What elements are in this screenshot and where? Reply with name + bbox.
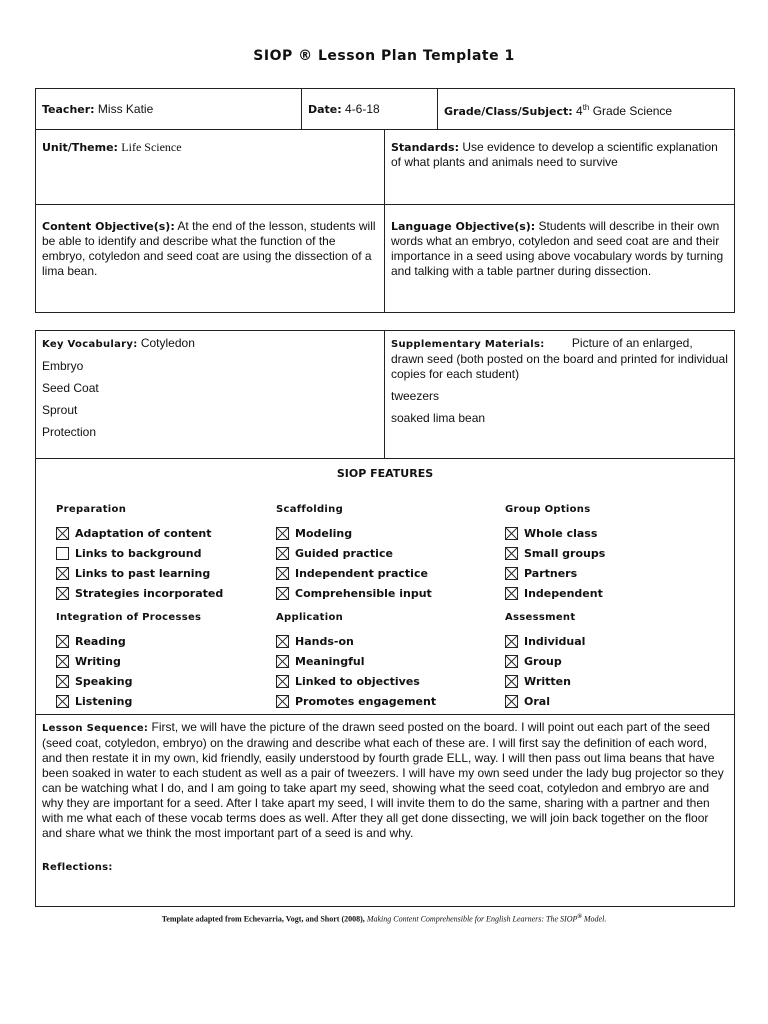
page-title: SIOP ® Lesson Plan Template 1 — [253, 48, 515, 64]
checked-box-icon[interactable] — [276, 547, 289, 560]
checked-box-icon[interactable] — [505, 527, 518, 540]
siop-checkbox-item[interactable] — [276, 583, 436, 603]
footer-registered: ® — [577, 914, 582, 920]
vocab-first: Cotyledon — [140, 336, 195, 350]
checked-box-icon[interactable] — [505, 587, 518, 600]
siop-checkbox-item[interactable] — [505, 691, 605, 711]
vocab-item: Protection — [42, 425, 97, 439]
siop-checkbox-label: Linked to objectives — [295, 674, 420, 688]
siop-checkbox-label: Strategies incorporated — [75, 586, 224, 600]
unit-value: Life Science — [121, 140, 182, 154]
siop-checkbox-label: Reading — [75, 634, 126, 648]
siop-checkbox-label: Hands-on — [295, 634, 354, 648]
vocab-item: Sprout — [42, 403, 78, 417]
siop-checkbox-label: Whole class — [524, 526, 598, 540]
siop-checkbox-item[interactable] — [505, 651, 605, 671]
vocab-item: Embryo — [42, 359, 84, 373]
date-cell — [302, 89, 438, 130]
checked-box-icon[interactable] — [276, 675, 289, 688]
siop-checkbox-label: Partners — [524, 566, 578, 580]
siop-checkbox-item[interactable] — [276, 543, 436, 563]
standards-cell — [385, 130, 735, 205]
footer-italic: Making Content Comprehensible for English Learners: The SIOP — [366, 914, 578, 924]
checked-box-icon[interactable] — [505, 655, 518, 668]
siop-column — [505, 503, 605, 711]
language-objective-cell — [385, 205, 735, 313]
supplementary-label: Supplementary Materials: — [391, 339, 545, 350]
key-vocabulary-label: Key Vocabulary: — [42, 339, 138, 350]
siop-checkbox-item[interactable] — [276, 631, 436, 651]
siop-checkbox-label: Links to past learning — [75, 566, 211, 580]
siop-features-grid — [42, 481, 728, 709]
siop-checkbox-label: Small groups — [524, 546, 606, 560]
lesson-header-table — [35, 88, 735, 313]
checked-box-icon[interactable] — [56, 587, 69, 600]
grade-label: Grade/Class/Subject: — [444, 104, 573, 118]
checked-box-icon[interactable] — [276, 527, 289, 540]
siop-checkbox-label: Written — [524, 674, 571, 688]
teacher-label: Teacher: — [42, 102, 95, 116]
date-value: 4-6-18 — [345, 101, 380, 116]
siop-group-heading: Integration of Processes — [56, 612, 202, 623]
siop-checkbox-label: Comprehensible input — [295, 586, 432, 600]
lesson-body-table — [35, 330, 735, 907]
siop-checkbox-label: Adaptation of content — [75, 526, 212, 540]
siop-checkbox-item[interactable] — [56, 583, 223, 603]
siop-checkbox-item[interactable] — [505, 631, 605, 651]
siop-checkbox-label: Speaking — [75, 674, 133, 688]
empty-box-icon[interactable] — [56, 547, 69, 560]
standards-value: Use evidence to develop a scientific explanation of what plants and animals need to survive — [391, 140, 718, 169]
siop-checkbox-label: Meaningful — [295, 654, 365, 668]
checked-box-icon[interactable] — [56, 675, 69, 688]
siop-checkbox-item[interactable] — [56, 671, 223, 691]
supplementary-item: soaked lima bean — [391, 411, 486, 425]
siop-checkbox-item[interactable] — [56, 563, 223, 583]
vocab-item: Seed Coat — [42, 381, 99, 395]
checked-box-icon[interactable] — [505, 567, 518, 580]
siop-column — [276, 503, 436, 711]
content-objective-cell — [36, 205, 385, 313]
siop-features-title: SIOP FEATURES — [336, 467, 434, 480]
content-objective-label: Content Objective(s): — [42, 220, 175, 233]
checked-box-icon[interactable] — [276, 587, 289, 600]
grade-value-number: 4 — [576, 103, 583, 118]
grade-value-subject: Grade Science — [592, 103, 673, 118]
siop-group-heading: Application — [276, 612, 344, 623]
supplementary-materials-cell — [385, 331, 735, 459]
siop-checkbox-item[interactable] — [276, 523, 436, 543]
supplementary-item: tweezers — [391, 389, 440, 403]
siop-checkbox-label: Links to background — [75, 546, 202, 560]
content-objective-value: At the end of the lesson, students will be able to identify and describe what the function of the embryo, cotyledon and seed coat are using the dissection of a lima bean. — [42, 219, 376, 278]
footer-plain: Template adapted from Echevarria, Vogt, and Short (2008), — [161, 914, 365, 924]
siop-checkbox-item[interactable] — [56, 543, 223, 563]
checked-box-icon[interactable] — [56, 695, 69, 708]
standards-label: Standards: — [391, 141, 459, 154]
siop-checkbox-item[interactable] — [505, 523, 605, 543]
date-label: Date: — [308, 102, 342, 116]
siop-checkbox-item[interactable] — [56, 631, 223, 651]
footer-citation — [0, 914, 768, 924]
teacher-cell — [36, 89, 302, 130]
unit-label: Unit/Theme: — [42, 141, 118, 154]
siop-checkbox-item[interactable] — [505, 671, 605, 691]
siop-checkbox-label: Individual — [524, 634, 586, 648]
lesson-sequence-label: Lesson Sequence: — [42, 723, 149, 734]
siop-group-heading: Group Options — [505, 504, 591, 515]
checked-box-icon[interactable] — [276, 567, 289, 580]
siop-checkbox-item[interactable] — [276, 563, 436, 583]
siop-checkbox-label: Modeling — [295, 526, 353, 540]
unit-cell — [36, 130, 385, 205]
checked-box-icon[interactable] — [276, 695, 289, 708]
supplementary-value: Picture of an enlarged, drawn seed (both posted on the board and printed for individual copies for each student) — [391, 336, 728, 381]
language-objective-label: Language Objective(s): — [391, 220, 536, 233]
checked-box-icon[interactable] — [56, 635, 69, 648]
checked-box-icon[interactable] — [276, 655, 289, 668]
checked-box-icon[interactable] — [56, 527, 69, 540]
siop-checkbox-label: Promotes engagement — [295, 694, 437, 708]
siop-checkbox-item[interactable] — [56, 523, 223, 543]
grade-cell — [438, 89, 735, 130]
siop-checkbox-label: Independent practice — [295, 566, 428, 580]
key-vocabulary-cell — [36, 331, 385, 459]
siop-features-cell — [36, 459, 735, 715]
checked-box-icon[interactable] — [505, 635, 518, 648]
siop-checkbox-item[interactable] — [276, 671, 436, 691]
siop-checkbox-item[interactable] — [56, 691, 223, 711]
siop-checkbox-item[interactable] — [505, 583, 605, 603]
checked-box-icon[interactable] — [56, 567, 69, 580]
lesson-sequence-value: First, we will have the picture of the drawn seed posted on the board. I will point out each part of the seed (seed coat, cotyledon, embryo) on the drawing and describe what each of these are. I will first say the definition of each word, and then restate it in my own, kid friendly, easily understood by fourth grade ELL, way. I will then pass out lima beans that have been soaked in water to each student as well as a pair of tweezers. I will have my own seed under the lady bug projector so they can be watching what I do, and I am going to take apart my seed, showing what the seed coat, cotyledon and embryo are and why they are important for a seed. After I take apart my seed, I will invite them to do the same, sharing with a partner and then with me what each of these vocab terms does as well. After they all get done dissecting, we will join back together on the floor and share what we think the most important part of a seed is and why. — [42, 720, 724, 840]
grade-value-suffix: th — [582, 102, 590, 112]
checked-box-icon[interactable] — [505, 695, 518, 708]
siop-checkbox-item[interactable] — [505, 543, 605, 563]
siop-checkbox-label: Writing — [75, 654, 121, 668]
siop-checkbox-label: Group — [524, 654, 562, 668]
siop-checkbox-item[interactable] — [276, 691, 436, 711]
siop-checkbox-label: Independent — [524, 586, 603, 600]
siop-group-heading: Preparation — [56, 504, 127, 515]
siop-checkbox-item[interactable] — [276, 651, 436, 671]
reflections-label: Reflections: — [42, 862, 113, 873]
siop-group-heading: Assessment — [505, 612, 576, 623]
siop-group-heading: Scaffolding — [276, 504, 344, 515]
siop-column — [56, 503, 223, 711]
lesson-sequence-cell — [36, 715, 735, 907]
checked-box-icon[interactable] — [505, 675, 518, 688]
siop-checkbox-label: Oral — [524, 694, 550, 708]
siop-checkbox-item[interactable] — [505, 563, 605, 583]
siop-checkbox-label: Guided practice — [295, 546, 393, 560]
siop-checkbox-item[interactable] — [56, 651, 223, 671]
checked-box-icon[interactable] — [505, 547, 518, 560]
language-objective-value: Students will describe in their own words what an embryo, cotyledon and seed coat are and their importance in a seed using above vocabulary words by turning and talking with a table partner during dissection. — [391, 219, 724, 278]
teacher-value: Miss Katie — [97, 101, 154, 116]
siop-checkbox-label: Listening — [75, 694, 133, 708]
footer-end: Model. — [583, 914, 607, 924]
checked-box-icon[interactable] — [276, 635, 289, 648]
checked-box-icon[interactable] — [56, 655, 69, 668]
